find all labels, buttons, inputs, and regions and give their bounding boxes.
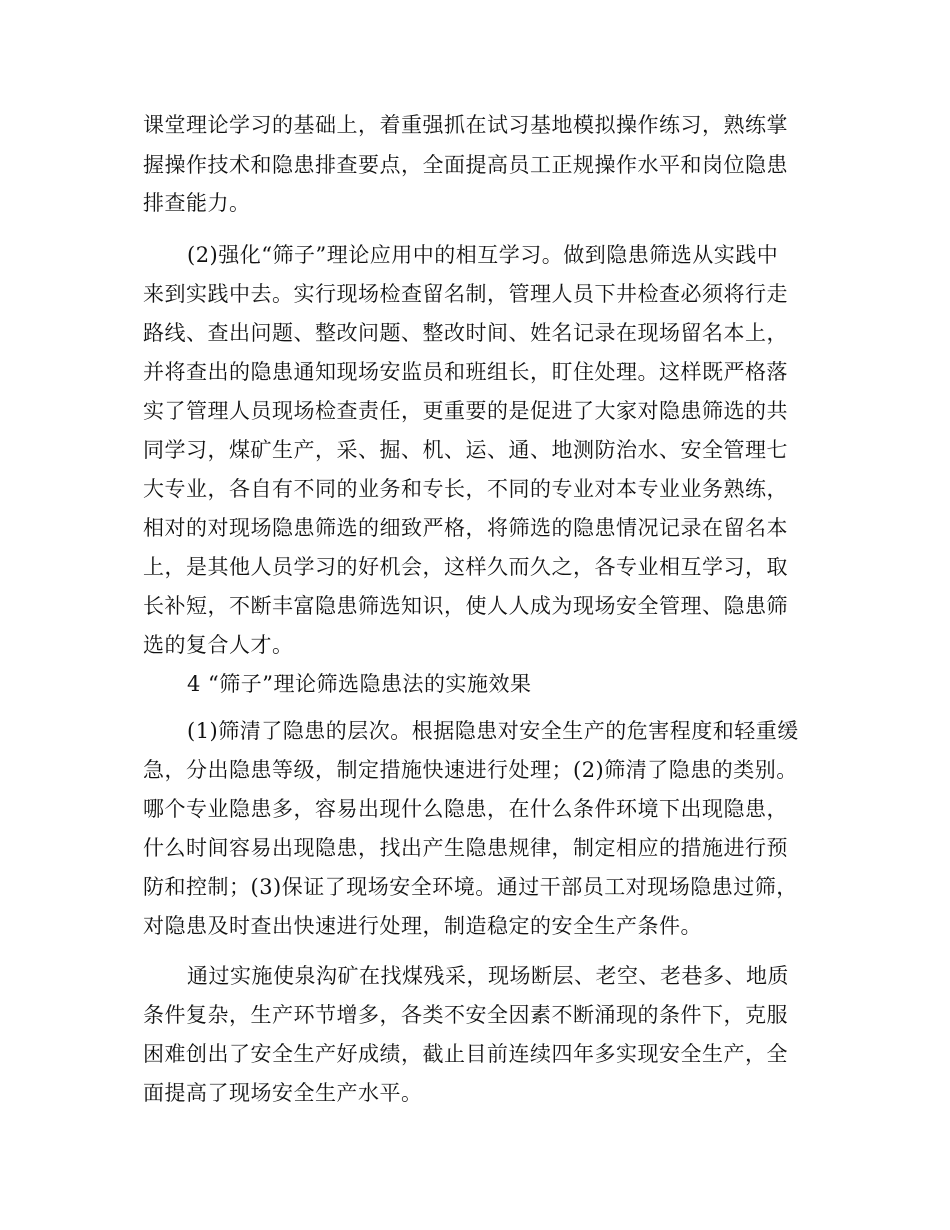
text-line: 面提高了现场安全生产水平。 (143, 1081, 423, 1105)
text-line: 防和控制；(3)保证了现场安全环境。通过干部员工对现场隐患过筛， (143, 875, 798, 899)
text-line: 对隐患及时查出快速进行处理，制造稳定的安全生产条件。 (143, 914, 702, 938)
text-line: 上，是其他人员学习的好机会，这样久而久之，各专业相互学习，取 (143, 555, 788, 579)
text-line: 来到实践中去。实行现场检查留名制，管理人员下井检查必须将行走 (143, 282, 788, 306)
text-line: 什么时间容易出现隐患，找出产生隐患规律，制定相应的措施进行预 (143, 836, 788, 860)
text-line: 握操作技术和隐患排查要点，全面提高员工正规操作水平和岗位隐患 (143, 153, 788, 177)
text-line: (1)筛清了隐患的层次。根据隐患对安全生产的危害程度和轻重缓 (187, 719, 799, 743)
text-line: (2)强化“筛子”理论应用中的相互学习。做到隐患筛选从实践中 (187, 243, 779, 267)
text-line: 排查能力。 (143, 191, 251, 215)
text-line: 4 “筛子”理论筛选隐患法的实施效果 (187, 672, 532, 696)
text-line: 哪个专业隐患多，容易出现什么隐患，在什么条件环境下出现隐患， (143, 797, 788, 821)
text-line: 通过实施使泉沟矿在找煤残采，现场断层、老空、老巷多、地质 (187, 964, 789, 988)
text-line: 条件复杂，生产环节增多，各类不安全因素不断涌现的条件下，克服 (143, 1003, 788, 1027)
text-line: 课堂理论学习的基础上，着重强抓在试习基地模拟操作练习，熟练掌 (143, 113, 788, 137)
text-line: 大专业，各自有不同的业务和专长，不同的专业对本专业业务熟练， (143, 477, 788, 501)
text-line: 同学习，煤矿生产，采、掘、机、运、通、地测防治水、安全管理七 (143, 438, 788, 462)
text-line: 长补短，不断丰富隐患筛选知识，使人人成为现场安全管理、隐患筛 (143, 594, 788, 618)
text-line: 并将查出的隐患通知现场安监员和班组长，盯住处理。这样既严格落 (143, 360, 788, 384)
text-line: 急，分出隐患等级，制定措施快速进行处理；(2)筛清了隐患的类别。 (143, 758, 798, 782)
text-line: 相对的对现场隐患筛选的细致严格，将筛选的隐患情况记录在留名本 (143, 516, 788, 540)
text-line: 实了管理人员现场检查责任，更重要的是促进了大家对隐患筛选的共 (143, 399, 788, 423)
text-line: 选的复合人才。 (143, 633, 294, 657)
text-line: 路线、查出问题、整改问题、整改时间、姓名记录在现场留名本上， (143, 321, 788, 345)
text-line: 困难创出了安全生产好成绩，截止目前连续四年多实现安全生产，全 (143, 1042, 788, 1066)
